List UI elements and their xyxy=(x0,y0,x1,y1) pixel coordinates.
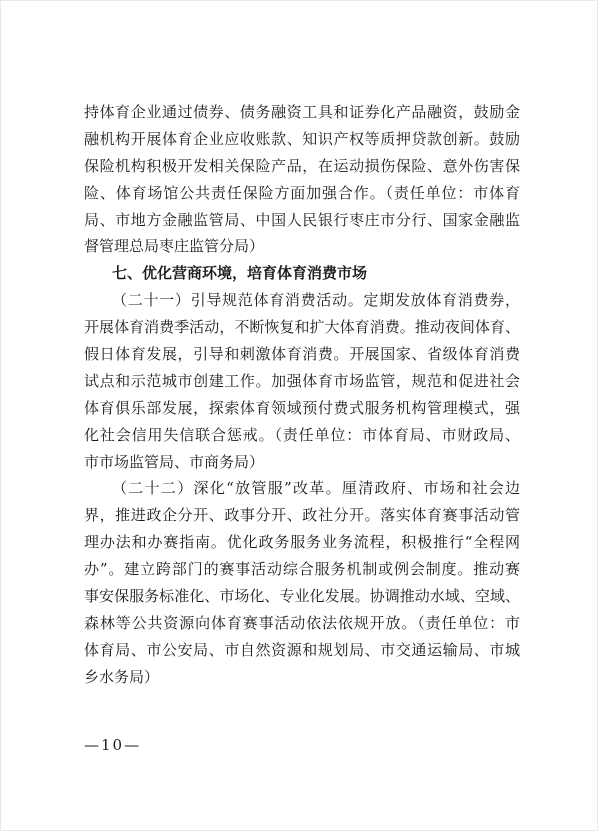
text-line: 持体育企业通过债券、债务融资工具和证券化产品融资，鼓励金 xyxy=(84,103,520,121)
text-line: 办”。建立跨部门的赛事活动综合服务机制或例会制度。推动赛 xyxy=(84,560,520,579)
text-line: 开展体育消费季活动，不断恢复和扩大体育消费。推动夜间体育、 xyxy=(84,318,520,337)
text-line: 体育俱乐部发展，探索体育领域预付费式服务机构管理模式，强 xyxy=(84,398,520,417)
paragraph-22 xyxy=(84,475,520,690)
text-line: 体育局、市公安局、市自然资源和规划局、市交通运输局、市城 xyxy=(84,640,520,659)
text-line: 督管理总局枣庄监管分局） xyxy=(84,237,265,256)
text-line: 事安保服务标准化、市场化、专业化发展。协调推动水域、空域、 xyxy=(84,587,520,606)
text-line: 理办法和办赛指南。优化政务服务业务流程，积极推行“全程网 xyxy=(84,533,520,552)
text-line: （二十一）引导规范体育消费活动。定期发放体育消费券， xyxy=(112,291,520,310)
section-heading: 七、优化营商环境，培育体育消费市场 xyxy=(112,264,368,283)
text-line: 保险机构积极开发相关保险产品，在运动损伤保险、意外伤害保 xyxy=(84,156,520,175)
text-line: 局、市地方金融监管局、中国人民银行枣庄市分行、国家金融监 xyxy=(84,210,520,229)
text-line: 化社会信用失信联合惩戒。（责任单位：市体育局、市财政局、 xyxy=(84,425,520,444)
text-line: 界，推进政企分开、政事分开、政社分开。落实体育赛事活动管 xyxy=(84,506,520,525)
document-body xyxy=(84,99,520,691)
text-line: 假日体育发展，引导和刺激体育消费。开展国家、省级体育消费 xyxy=(84,345,520,364)
text-line: 市市场监管局、市商务局） xyxy=(84,452,265,471)
text-line: 乡水务局） xyxy=(84,667,160,686)
text-line: 森林等公共资源向体育赛事活动依法依规开放。（责任单位：市 xyxy=(84,613,520,632)
paragraph-financing xyxy=(84,99,520,260)
text-line: 险、体育场馆公共责任保险方面加强合作。（责任单位：市体育 xyxy=(84,183,520,202)
text-line: 试点和示范城市创建工作。加强体育市场监管，规范和促进社会 xyxy=(84,371,520,390)
text-line: 融机构开展体育企业应收账款、知识产权等质押贷款创新。鼓励 xyxy=(84,129,520,148)
text-line: （二十二）深化“放管服”改革。厘清政府、市场和社会边 xyxy=(112,479,520,498)
page-number: —10— xyxy=(84,736,142,754)
paragraph-21 xyxy=(84,287,520,475)
